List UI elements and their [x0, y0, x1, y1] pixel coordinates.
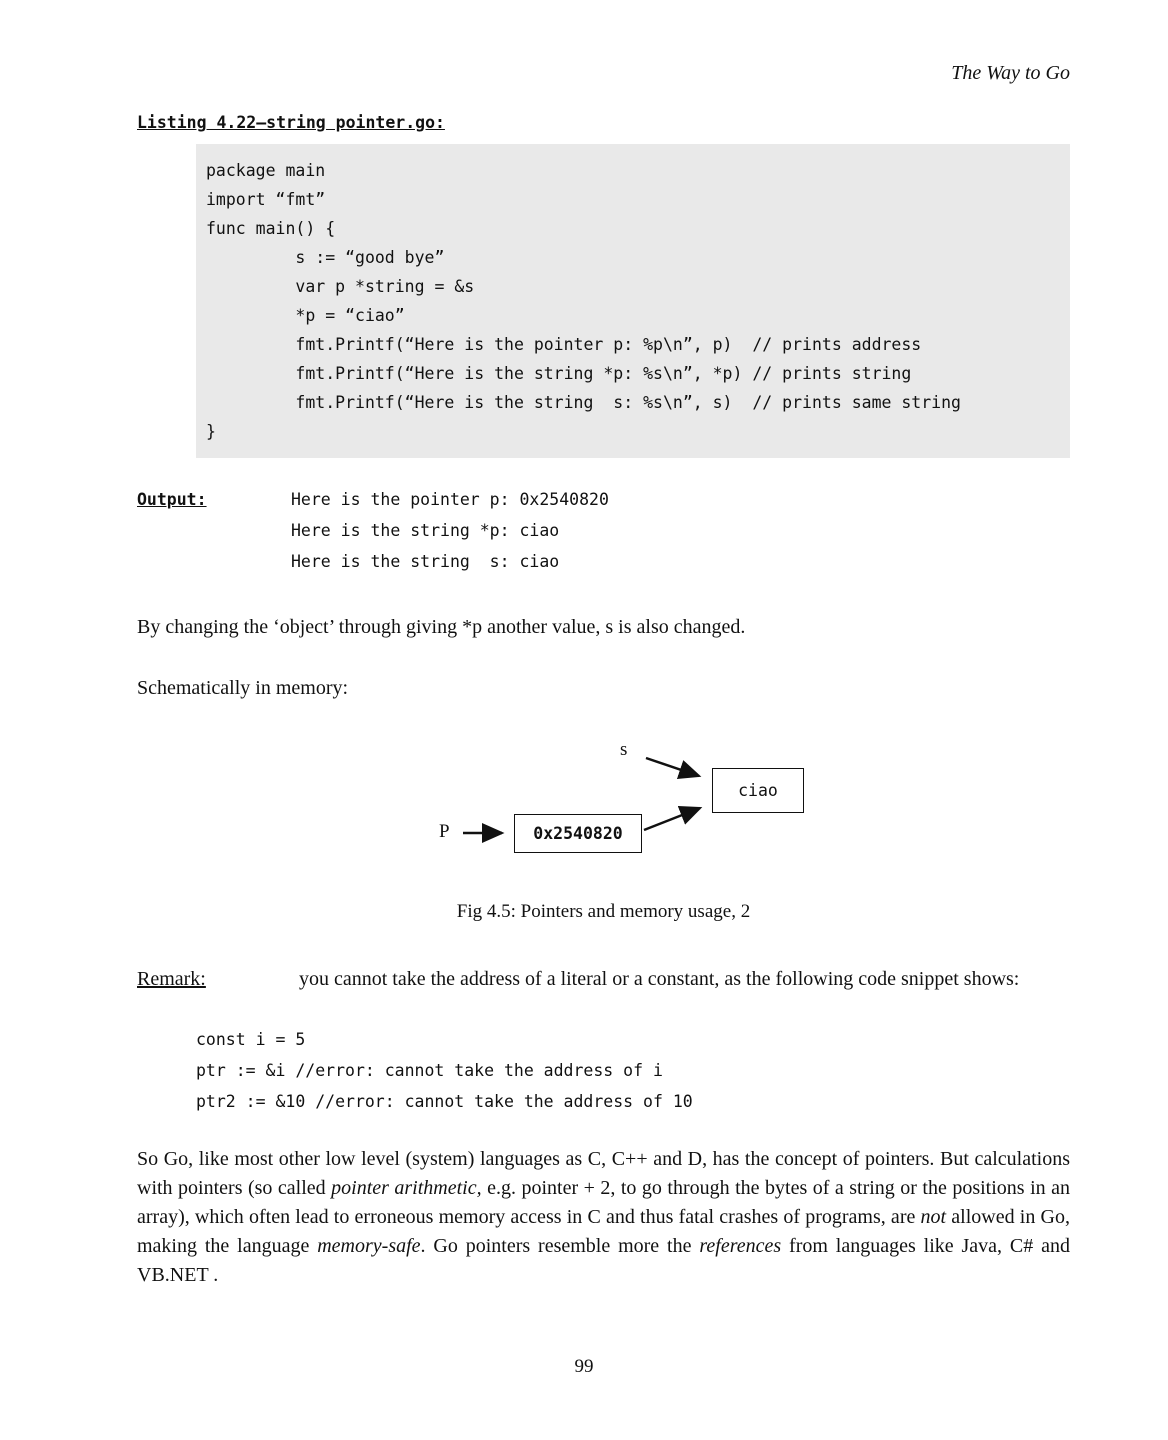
paragraph-schematically: Schematically in memory: [137, 677, 349, 699]
remark-paragraph [137, 965, 1070, 994]
snippet-line: const i = 5 [196, 1030, 306, 1049]
output-line: Here is the string *p: ciao [291, 521, 560, 540]
code-line: func main() { [206, 219, 336, 238]
output-lines [291, 484, 609, 577]
remark-label: Remark: [137, 968, 206, 990]
figure-caption: Fig 4.5: Pointers and memory usage, 2 [456, 901, 751, 922]
code-block [196, 144, 1070, 458]
code-line: import “fmt” [206, 190, 326, 209]
closing-paragraph: So Go, like most other low level (system) languages as C, C++ and D, has the concept of pointers. But calculations with pointers (so called pointer arithmetic, e.g. pointer + 2, to go through the bytes of a string or the positions in an array), which often lead to erroneous memory access in C and thus fatal crashes of programs, are not allowed in Go, making the language memory-safe. Go pointers resemble more the references from languages like Java, C# and VB.NET . [137, 1148, 1071, 1286]
code-line: *p = “ciao” [206, 306, 405, 325]
code-line: package main [206, 161, 326, 180]
output-line: Here is the pointer p: 0x2540820 [291, 490, 609, 509]
remark-code-snippet [196, 1024, 1070, 1117]
output-label: Output: [137, 490, 207, 509]
page-number: 99 [574, 1356, 594, 1377]
code-line: } [206, 422, 216, 441]
memory-diagram [0, 735, 1168, 875]
pointer-value-box [514, 814, 642, 853]
remark-text: you cannot take the address of a literal or a constant, as the following code snippet shows: [299, 968, 1020, 990]
arrow-pointer-to-ciao [644, 808, 700, 830]
paragraph-object-changed: By changing the ‘object’ through giving *p another value, s is also changed. [137, 616, 746, 638]
output-section [137, 484, 1070, 577]
arrow-s-to-ciao [646, 758, 699, 776]
listing-title: Listing 4.22—string pointer.go: [137, 113, 445, 132]
p-variable-label: P [439, 821, 450, 842]
output-line: Here is the string s: ciao [291, 552, 560, 571]
snippet-line: ptr2 := &10 //error: cannot take the address of 10 [196, 1092, 693, 1111]
s-variable-label: s [620, 739, 628, 760]
code-line: s := “good bye” [206, 248, 445, 267]
snippet-line: ptr := &i //error: cannot take the address of i [196, 1061, 663, 1080]
pointer-value: 0x2540820 [533, 824, 623, 843]
code-line: fmt.Printf(“Here is the string s: %s\n”, s) // prints same string [206, 393, 961, 412]
diagram-arrows [0, 735, 1168, 875]
string-value-box [712, 768, 804, 813]
code-line: fmt.Printf(“Here is the string *p: %s\n”, *p) // prints string [206, 364, 912, 383]
code-line: fmt.Printf(“Here is the pointer p: %p\n”, p) // prints address [206, 335, 922, 354]
string-value: ciao [738, 781, 778, 800]
running-title: The Way to Go [951, 62, 1070, 84]
code-line: var p *string = &s [206, 277, 475, 296]
